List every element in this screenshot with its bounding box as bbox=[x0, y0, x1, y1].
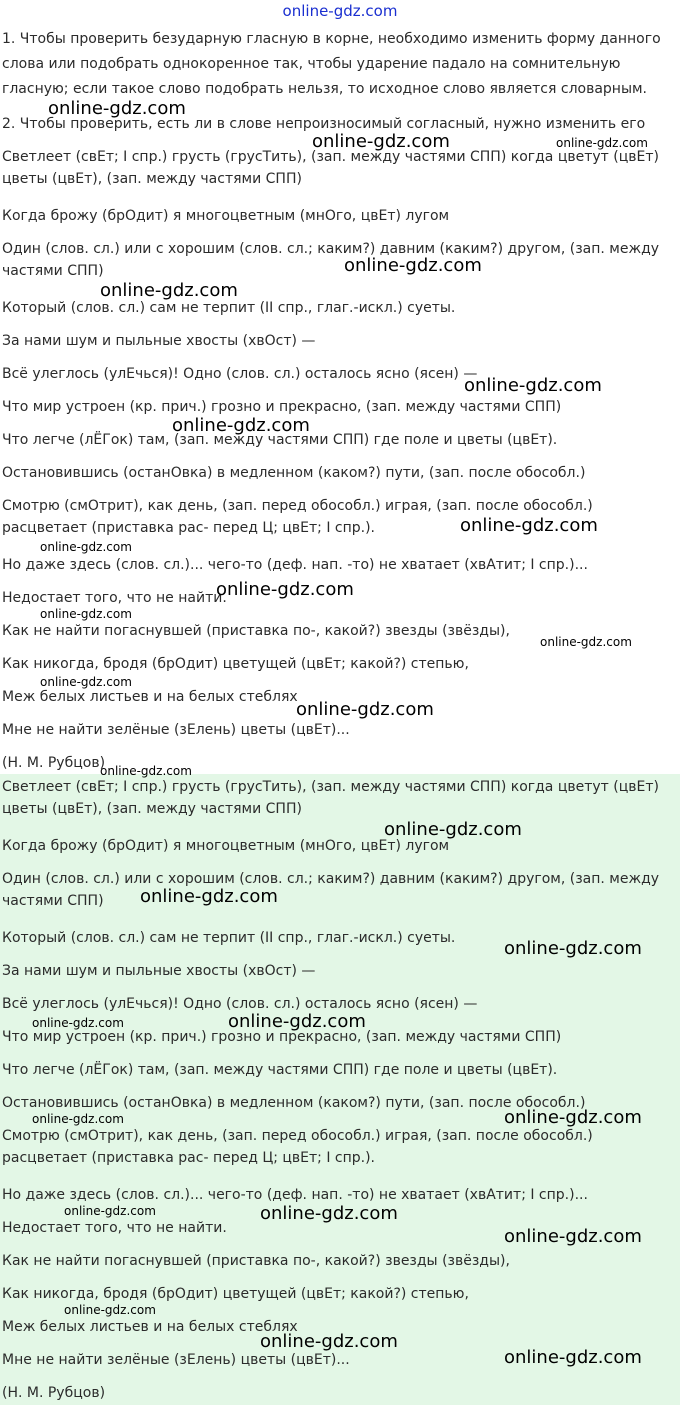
watermark: online-gdz.com bbox=[260, 1203, 398, 1224]
watermark: online-gdz.com bbox=[464, 375, 602, 396]
poem-line: Когда брожу (брОдит) я многоцветным (мнОго, цвЕт) лугом bbox=[2, 208, 450, 224]
poem-line: Когда брожу (брОдит) я многоцветным (мнОго, цвЕт) лугом bbox=[2, 838, 450, 854]
poem-line: Остановившись (останОвка) в медленном (каком?) пути, (зап. после обособл.) bbox=[2, 465, 586, 481]
poem-line: Как никогда, бродя (брОдит) цветущей (цвЕт; какой?) степью, bbox=[2, 656, 469, 672]
poem-line: Меж белых листьев и на белых стеблях bbox=[2, 1319, 298, 1335]
poem-line: Один (слов. сл.) или с хорошим (слов. сл.; каким?) давним (каким?) другом, (зап. между частями СПП) bbox=[2, 241, 660, 279]
poem-line: Светлеет (свЕт; I спр.) грусть (грусТить), (зап. между частями СПП) когда цветут (цвЕт) цветы (цвЕт), (зап. между частями СПП) bbox=[2, 779, 659, 817]
poem-line: Мне не найти зелёные (зЕлень) цветы (цвЕт)... bbox=[2, 722, 350, 738]
watermark: online-gdz.com bbox=[172, 415, 310, 436]
watermark: online-gdz.com bbox=[32, 1016, 124, 1030]
watermark: online-gdz.com bbox=[40, 540, 132, 554]
watermark: online-gdz.com bbox=[40, 675, 132, 689]
rule-paragraph-1: 1. Чтобы проверить безударную гласную в корне, необходимо изменить форму данного слова или подобрать однокоренное так, чтобы ударение падало на сомнительную гласную; если такое слово подобрать нельзя, то исходное слово является словарным. bbox=[2, 31, 661, 97]
poem-line: Но даже здесь (слов. сл.)... чего-то (деф. нап. -то) не хватает (хвАтит; I спр.)... bbox=[2, 557, 588, 573]
watermark: online-gdz.com bbox=[384, 819, 522, 840]
poem-line: Светлеет (свЕт; I спр.) грусть (грусТить), (зап. между частями СПП) когда цветут (цвЕт) цветы (цвЕт), (зап. между частями СПП) bbox=[2, 149, 659, 187]
watermark: online-gdz.com bbox=[140, 886, 278, 907]
poem-line: Один (слов. сл.) или с хорошим (слов. сл.; каким?) давним (каким?) другом, (зап. между частями СПП) bbox=[2, 871, 660, 909]
watermark: online-gdz.com bbox=[540, 635, 632, 649]
poem-line: За нами шум и пыльные хвосты (хвОст) — bbox=[2, 963, 316, 979]
poem-line: Всё улеглось (улЕчься)! Одно (слов. сл.) осталось ясно (ясен) — bbox=[2, 996, 478, 1012]
poem-author: (Н. М. Рубцов) bbox=[2, 755, 106, 771]
watermark: online-gdz.com bbox=[216, 579, 354, 600]
watermark: online-gdz.com bbox=[344, 255, 482, 276]
poem-line: Что мир устроен (кр. прич.) грозно и прекрасно, (зап. между частями СПП) bbox=[2, 1029, 562, 1045]
poem-line: Недостает того, что не найти. bbox=[2, 1220, 227, 1236]
poem-line: Что мир устроен (кр. прич.) грозно и прекрасно, (зап. между частями СПП) bbox=[2, 399, 562, 415]
poem-line: Как не найти погаснувшей (приставка по-, какой?) звезды (звёзды), bbox=[2, 623, 510, 639]
poem-line: За нами шум и пыльные хвосты (хвОст) — bbox=[2, 333, 316, 349]
watermark: online-gdz.com bbox=[64, 1204, 156, 1218]
watermark: online-gdz.com bbox=[64, 1303, 156, 1317]
watermark: online-gdz.com bbox=[228, 1011, 366, 1032]
watermark: online-gdz.com bbox=[296, 699, 434, 720]
watermark: online-gdz.com bbox=[556, 136, 648, 150]
watermark: online-gdz.com bbox=[504, 1226, 642, 1247]
watermark: online-gdz.com bbox=[100, 280, 238, 301]
poem-line: Что легче (лЁГок) там, (зап. между частями СПП) где поле и цветы (цвЕт). bbox=[2, 432, 558, 448]
watermark: online-gdz.com bbox=[40, 607, 132, 621]
poem-line: Который (слов. сл.) сам не терпит (II спр., глаг.-искл.) суеты. bbox=[2, 300, 456, 316]
poem-line: Как никогда, бродя (брОдит) цветущей (цвЕт; какой?) степью, bbox=[2, 1286, 469, 1302]
watermark: online-gdz.com bbox=[504, 1107, 642, 1128]
poem-line: Смотрю (смОтрит), как день, (зап. перед обособл.) играя, (зап. после обособл.) расцветает (приставка рас- перед Ц; цвЕт; I спр.). bbox=[2, 1128, 593, 1166]
poem-line: Недостает того, что не найти. bbox=[2, 590, 227, 606]
watermark: online-gdz.com bbox=[312, 131, 450, 152]
poem-line: Как не найти погаснувшей (приставка по-, какой?) звезды (звёзды), bbox=[2, 1253, 510, 1269]
watermark: online-gdz.com bbox=[32, 1112, 124, 1126]
poem-line: Но даже здесь (слов. сл.)... чего-то (деф. нап. -то) не хватает (хвАтит; I спр.)... bbox=[2, 1187, 588, 1203]
watermark: online-gdz.com bbox=[504, 1347, 642, 1368]
poem-line: Мне не найти зелёные (зЕлень) цветы (цвЕт)... bbox=[2, 1352, 350, 1368]
poem-line: Смотрю (смОтрит), как день, (зап. перед обособл.) играя, (зап. после обособл.) расцветает (приставка рас- перед Ц; цвЕт; I спр.). bbox=[2, 498, 593, 536]
watermark: online-gdz.com bbox=[100, 764, 192, 778]
watermark: online-gdz.com bbox=[48, 98, 186, 119]
poem-line: Который (слов. сл.) сам не терпит (II спр., глаг.-искл.) суеты. bbox=[2, 930, 456, 946]
poem-line: Меж белых листьев и на белых стеблях bbox=[2, 689, 298, 705]
watermark: online-gdz.com bbox=[260, 1331, 398, 1352]
poem-author: (Н. М. Рубцов) bbox=[2, 1385, 106, 1401]
poem-line: Всё улеглось (улЕчься)! Одно (слов. сл.) осталось ясно (ясен) — bbox=[2, 366, 478, 382]
poem-line: Что легче (лЁГок) там, (зап. между частями СПП) где поле и цветы (цвЕт). bbox=[2, 1062, 558, 1078]
site-header-watermark: online-gdz.com bbox=[282, 2, 398, 20]
watermark: online-gdz.com bbox=[460, 515, 598, 536]
poem-line: Остановившись (останОвка) в медленном (каком?) пути, (зап. после обособл.) bbox=[2, 1095, 586, 1111]
watermark: online-gdz.com bbox=[504, 938, 642, 959]
rule-paragraph-2: 2. Чтобы проверить, есть ли в слове непроизносимый согласный, нужно изменить его bbox=[2, 116, 646, 132]
